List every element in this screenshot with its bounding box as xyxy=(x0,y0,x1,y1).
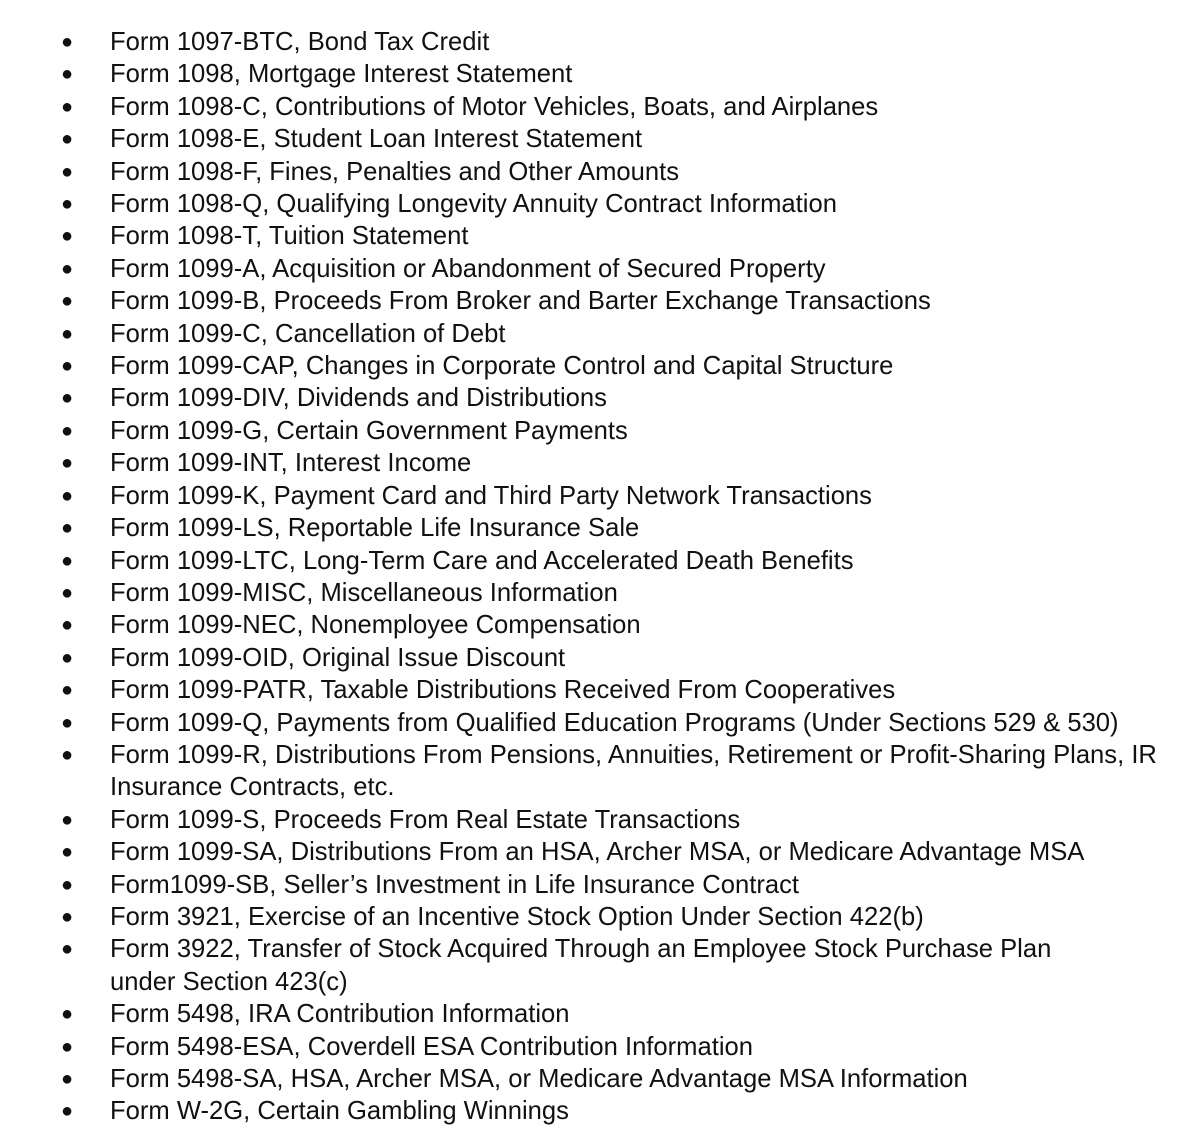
list-item xyxy=(0,480,1200,512)
list-item-text: Form 1099-C, Cancellation of Debt xyxy=(110,319,506,348)
bullet-icon: ● xyxy=(60,452,74,475)
list-item-text: Form 1099-CAP, Changes in Corporate Control and Capital Structure xyxy=(110,352,894,381)
list-item-text: Form 1099-R, Distributions From Pensions, Annuities, Retirement or Profit-Sharing Plans, IR xyxy=(110,740,1157,769)
list-item-text: Form 3922, Transfer of Stock Acquired Through an Employee Stock Purchase Plan xyxy=(110,935,1052,964)
list-item-text: Form 5498-SA, HSA, Archer MSA, or Medicare Advantage MSA Information xyxy=(110,1065,968,1093)
list-item xyxy=(0,869,1200,901)
list-item xyxy=(0,642,1200,674)
list-item-text: Form 1098-C, Contributions of Motor Vehicles, Boats, and Airplanes xyxy=(110,92,879,121)
list-item xyxy=(0,123,1200,155)
list-item-text: Form 1098-E, Student Loan Interest Statement xyxy=(110,125,643,154)
list-item xyxy=(0,545,1200,577)
list-item xyxy=(0,318,1200,350)
list-item xyxy=(0,1063,1200,1095)
list-item-text: Form 1097-BTC, Bond Tax Credit xyxy=(110,28,490,56)
list-item-text: Form 5498, IRA Contribution Information xyxy=(110,1000,570,1029)
list-item xyxy=(0,91,1200,123)
list-item-text: Form 1098-Q, Qualifying Longevity Annuity Contract Information xyxy=(110,190,837,219)
bullet-icon: ● xyxy=(60,225,74,248)
list-item-text: Form 1099-LTC, Long-Term Care and Accelerated Death Benefits xyxy=(110,546,854,575)
bullet-icon: ● xyxy=(60,95,74,118)
list-item-text: Form 1099-DIV, Dividends and Distributions xyxy=(110,384,607,413)
list-item-text: Form 1099-G, Certain Government Payments xyxy=(110,416,628,445)
bullet-icon: ● xyxy=(60,873,74,896)
bullet-icon: ● xyxy=(60,549,74,572)
bullet-icon: ● xyxy=(60,841,74,864)
bullet-icon: ● xyxy=(60,193,74,216)
list-item xyxy=(0,739,1200,804)
list-item-text: Form W-2G, Certain Gambling Winnings xyxy=(110,1097,569,1126)
list-item-text: Form 1099-A, Acquisition or Abandonment of Secured Property xyxy=(110,254,826,283)
bullet-icon: ● xyxy=(60,743,74,766)
bullet-icon: ● xyxy=(60,808,74,831)
list-item xyxy=(0,58,1200,90)
bullet-icon: ● xyxy=(60,387,74,410)
form-list xyxy=(0,26,1200,1128)
list-item xyxy=(0,836,1200,868)
list-item xyxy=(0,901,1200,933)
list-item xyxy=(0,350,1200,382)
list-item xyxy=(0,512,1200,544)
bullet-icon: ● xyxy=(60,63,74,86)
bullet-icon: ● xyxy=(60,711,74,734)
list-item-text: Insurance Contracts, etc. xyxy=(110,773,395,802)
list-item-text: Form 1099-MISC, Miscellaneous Information xyxy=(110,578,618,607)
bullet-icon: ● xyxy=(60,355,74,378)
list-item xyxy=(0,188,1200,220)
list-item xyxy=(0,998,1200,1030)
bullet-icon: ● xyxy=(60,905,74,928)
list-item xyxy=(0,156,1200,188)
list-item xyxy=(0,447,1200,479)
list-item-text: Form 1098, Mortgage Interest Statement xyxy=(110,60,573,89)
list-item-text: under Section 423(c) xyxy=(110,967,348,996)
bullet-icon: ● xyxy=(60,938,74,961)
list-item-text: Form 1099-Q, Payments from Qualified Education Programs (Under Sections 529 & 530) xyxy=(110,708,1119,737)
list-item xyxy=(0,26,1200,58)
bullet-icon: ● xyxy=(60,679,74,702)
list-item-text: Form 1098-F, Fines, Penalties and Other Amounts xyxy=(110,157,680,186)
list-item xyxy=(0,707,1200,739)
bullet-icon: ● xyxy=(60,31,74,53)
list-item xyxy=(0,253,1200,285)
list-item xyxy=(0,285,1200,317)
list-item-text: Form 1099-PATR, Taxable Distributions Received From Cooperatives xyxy=(110,676,896,705)
list-item-text: Form 1098-T, Tuition Statement xyxy=(110,222,469,251)
bullet-icon: ● xyxy=(60,614,74,637)
bullet-icon: ● xyxy=(60,484,74,507)
bullet-icon: ● xyxy=(60,257,74,280)
list-item-text: Form 5498-ESA, Coverdell ESA Contribution Information xyxy=(110,1032,753,1061)
list-item xyxy=(0,220,1200,252)
list-item xyxy=(0,933,1200,998)
bullet-icon: ● xyxy=(60,128,74,151)
list-item-text: Form 1099-B, Proceeds From Broker and Barter Exchange Transactions xyxy=(110,287,931,316)
bullet-icon: ● xyxy=(60,1068,74,1090)
list-item xyxy=(0,609,1200,641)
bullet-icon: ● xyxy=(60,646,74,669)
list-item xyxy=(0,415,1200,447)
list-item xyxy=(0,674,1200,706)
list-item-text: Form 1099-OID, Original Issue Discount xyxy=(110,643,566,672)
bullet-icon: ● xyxy=(60,1035,74,1058)
bullet-icon: ● xyxy=(60,419,74,442)
bullet-icon: ● xyxy=(60,160,74,183)
list-item-text: Form 1099-S, Proceeds From Real Estate Transactions xyxy=(110,805,741,834)
bullet-icon: ● xyxy=(60,1100,74,1123)
list-item-text: Form 1099-K, Payment Card and Third Party Network Transactions xyxy=(110,481,872,510)
bullet-icon: ● xyxy=(60,517,74,540)
list-item-text: Form 1099-LS, Reportable Life Insurance Sale xyxy=(110,514,640,543)
list-item-text: Form 1099-NEC, Nonemployee Compensation xyxy=(110,611,641,640)
list-item xyxy=(0,382,1200,414)
list-item xyxy=(0,577,1200,609)
list-item xyxy=(0,804,1200,836)
list-item-text: Form 1099-SA, Distributions From an HSA, Archer MSA, or Medicare Advantage MSA xyxy=(110,838,1085,867)
list-item-text: Form 1099-INT, Interest Income xyxy=(110,449,472,478)
bullet-icon: ● xyxy=(60,581,74,604)
list-item xyxy=(0,1095,1200,1127)
list-item-text: Form1099-SB, Seller’s Investment in Life Insurance Contract xyxy=(110,870,799,899)
list-item-text: Form 3921, Exercise of an Incentive Stock Option Under Section 422(b) xyxy=(110,902,924,931)
list-item xyxy=(0,1031,1200,1063)
bullet-icon: ● xyxy=(60,1003,74,1026)
bullet-icon: ● xyxy=(60,322,74,345)
bullet-icon: ● xyxy=(60,290,74,313)
